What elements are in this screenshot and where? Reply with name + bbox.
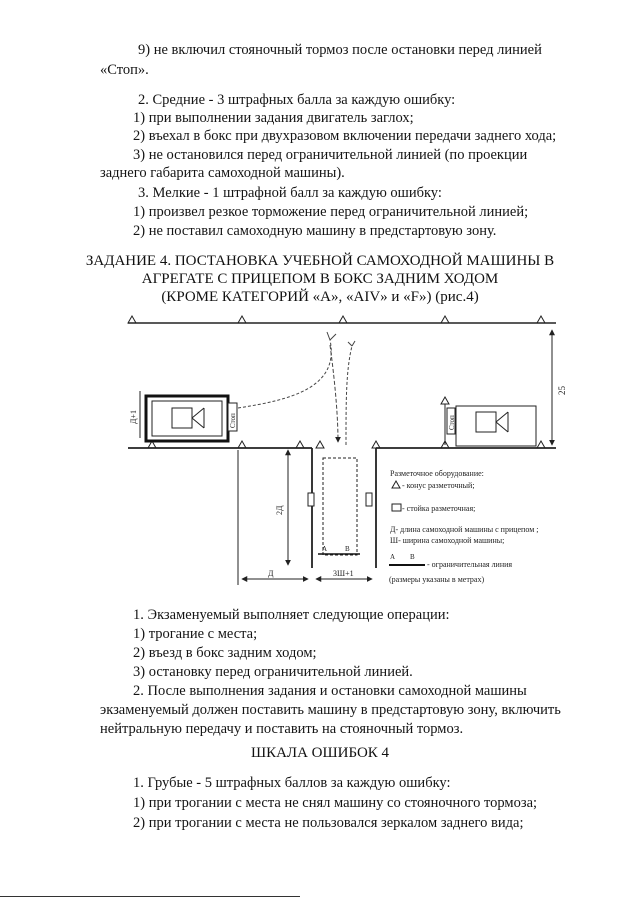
stop-post-label: Стоп bbox=[229, 413, 237, 428]
post-icon bbox=[308, 493, 372, 506]
legend-line-def: - ограничительная линия bbox=[427, 560, 513, 569]
text-line: нейтральную передачу и поставить на стояночный тормоз. bbox=[100, 721, 464, 737]
text-line: 2) въехал в бокс при двухразовом включении передачи заднего хода; bbox=[133, 128, 557, 144]
text-line: экзаменуемый должен поставить машину в предстартовую зону, включить bbox=[100, 702, 561, 718]
legend-line-b: В bbox=[410, 553, 415, 561]
task-heading-line: ЗАДАНИЕ 4. ПОСТАНОВКА УЧЕБНОЙ САМОХОДНОЙ МАШИНЫ В bbox=[85, 253, 555, 269]
cone-icon bbox=[392, 481, 400, 488]
dimension-box-height-label: 2Д bbox=[275, 505, 284, 515]
text-line: 9) не включил стояночный тормоз после остановки перед линией bbox=[138, 42, 542, 58]
parking-box-diagram bbox=[0, 300, 640, 605]
text-line: 2) въезд в бокс задним ходом; bbox=[133, 645, 317, 661]
task-heading-line: (КРОМЕ КАТЕГОРИЙ «А», «AIV» и «F») (рис.4) bbox=[161, 289, 479, 305]
footer-rule bbox=[0, 896, 300, 897]
legend bbox=[389, 469, 538, 584]
dimension-bottom-left-label: Д bbox=[268, 569, 274, 578]
text-line: 2. Средние - 3 штрафных балла за каждую ошибку: bbox=[138, 92, 456, 108]
legend-title: Разметочное оборудование: bbox=[390, 469, 484, 478]
legend-units: (размеры указаны в метрах) bbox=[389, 575, 485, 584]
text-line: 1. Экзаменуемый выполняет следующие операции: bbox=[133, 607, 450, 623]
text-line: 2. После выполнения задания и остановки самоходной машины bbox=[133, 683, 527, 699]
legend-post: - стойка разметочная; bbox=[402, 504, 476, 513]
text-line: 1) произвел резкое торможение перед ограничительной линией; bbox=[133, 204, 529, 220]
text-line: 3) остановку перед ограничительной линией. bbox=[133, 664, 413, 680]
dimension-bottom bbox=[238, 450, 372, 585]
stop-post-label: Стоп bbox=[448, 415, 456, 430]
trajectory bbox=[238, 332, 355, 445]
limit-mark-a: А bbox=[322, 545, 328, 553]
scale-heading: ШКАЛА ОШИБОК 4 bbox=[250, 745, 390, 761]
dimension-right bbox=[552, 330, 567, 445]
dimension-right-label: 25 bbox=[557, 386, 567, 395]
dimension-left-label: Д+1 bbox=[129, 410, 138, 424]
limit-mark-b: В bbox=[345, 545, 350, 553]
legend-line-a: А bbox=[390, 553, 396, 561]
text-line: 1) трогание с места; bbox=[133, 626, 258, 642]
text-line: 2) при трогании с места не пользовался зеркалом заднего вида; bbox=[133, 815, 524, 831]
text-line: 1) при выполнении задания двигатель заглох; bbox=[133, 110, 414, 126]
stop-post bbox=[228, 403, 237, 431]
legend-sh-def: Ш- ширина самоходной машины; bbox=[390, 536, 505, 545]
legend-cone: - конус разметочный; bbox=[402, 481, 475, 490]
text-line: 3. Мелкие - 1 штрафной балл за каждую ошибку: bbox=[138, 185, 442, 201]
text-line: 1) при трогании с места не снял машину со стояночного тормоза; bbox=[133, 795, 538, 811]
parking-box bbox=[312, 448, 376, 568]
cone-icon bbox=[128, 316, 545, 323]
text-line: заднего габарита самоходной машины). bbox=[100, 165, 345, 181]
text-line: 2) не поставил самоходную машину в предстартовую зону. bbox=[133, 223, 497, 239]
dimension-box-height bbox=[275, 450, 288, 565]
task-heading-line: АГРЕГАТЕ С ПРИЦЕПОМ В БОКС ЗАДНИМ ХОДОМ bbox=[141, 271, 499, 287]
text-line: 1. Грубые - 5 штрафных баллов за каждую ошибку: bbox=[133, 775, 451, 791]
start-zone bbox=[129, 391, 228, 441]
post-icon bbox=[392, 504, 401, 511]
dimension-bottom-box-label: 3Ш+1 bbox=[333, 569, 354, 578]
legend-d-def: Д- длина самоходной машины с прицепом ; bbox=[390, 525, 539, 534]
right-zone bbox=[441, 397, 536, 446]
text-line: «Стоп». bbox=[100, 62, 149, 78]
text-line: 3) не остановился перед ограничительной линией (по проекции bbox=[133, 147, 528, 163]
